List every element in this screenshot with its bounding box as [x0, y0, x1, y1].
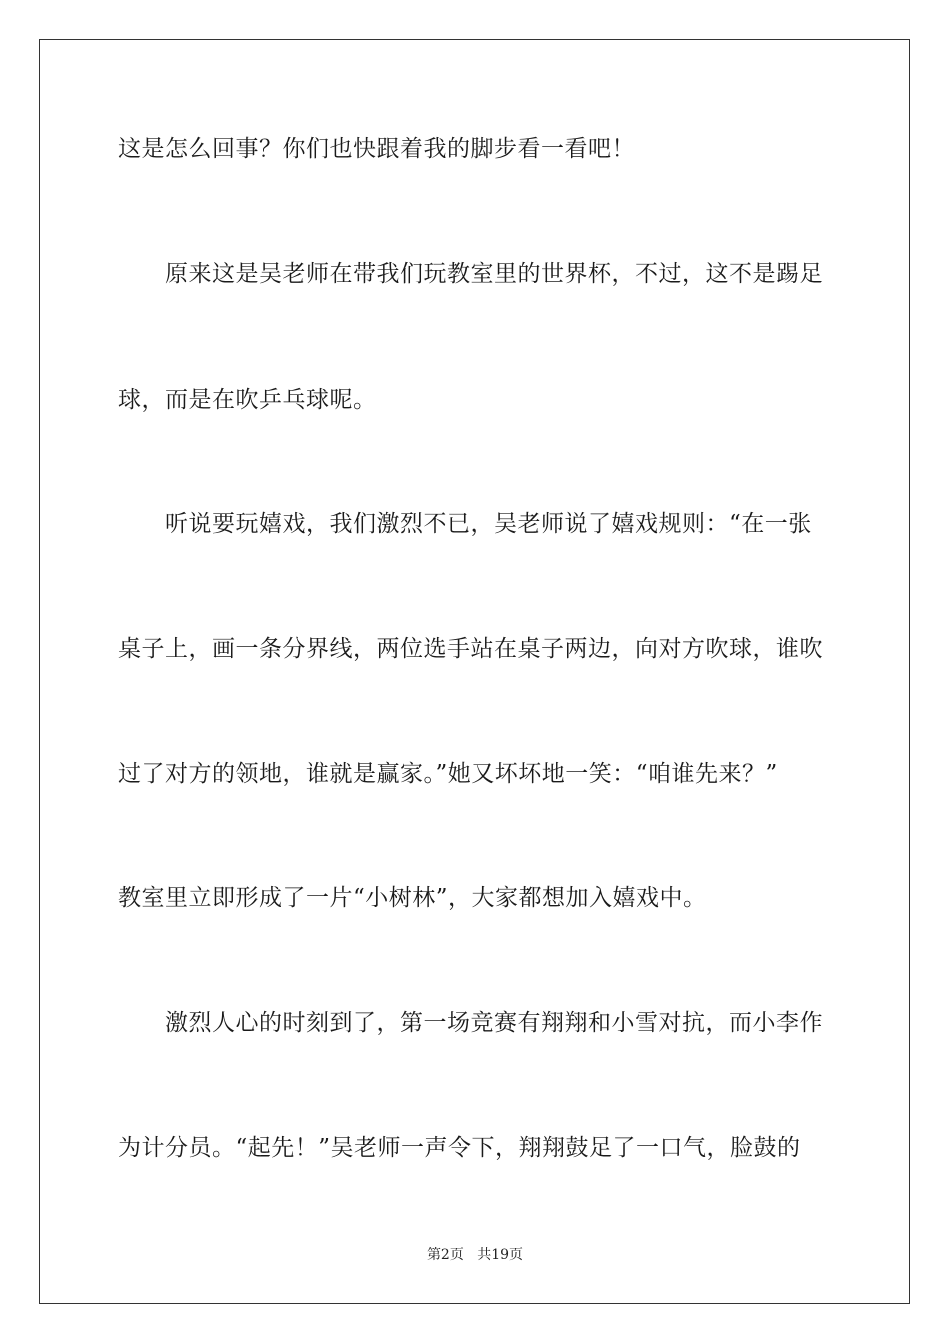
text-line-8: 激烈人心的时刻到了，第一场竞赛有翔翔和小雪对抗，而小李作 [118, 1010, 823, 1036]
page-border [39, 39, 910, 1304]
page-number: 第2页 [426, 1247, 464, 1263]
text-line-3: 球，而是在吹乒乓球呢。 [118, 387, 377, 413]
text-line-5: 桌子上，画一条分界线，两位选手站在桌子两边，向对方吹球，谁吹 [118, 636, 823, 662]
text-line-4: 听说要玩嬉戏，我们激烈不已，吴老师说了嬉戏规则：“在一张 [118, 511, 812, 537]
page-total: 共19页 [477, 1247, 524, 1263]
page-footer [0, 1246, 950, 1264]
text-line-2: 原来这是吴老师在带我们玩教室里的世界杯，不过，这不是踢足 [118, 261, 823, 287]
text-line-6: 过了对方的领地，谁就是赢家。”她又坏坏地一笑：“咱谁先来？” [118, 761, 778, 787]
text-line-1: 这是怎么回事？你们也快跟着我的脚步看一看吧！ [118, 136, 635, 162]
text-line-9: 为计分员。“起先！”吴老师一声令下，翔翔鼓足了一口气，脸鼓的 [118, 1135, 801, 1161]
text-line-7: 教室里立即形成了一片“小树林”，大家都想加入嬉戏中。 [118, 885, 707, 911]
